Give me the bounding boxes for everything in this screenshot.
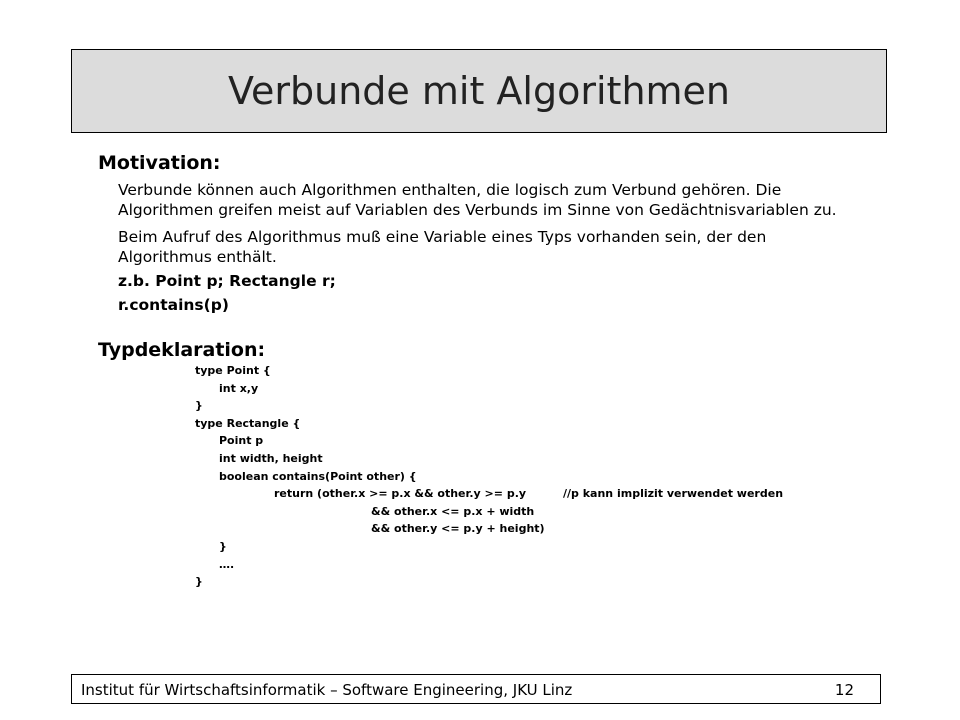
motivation-paragraph-1 [118, 180, 878, 220]
example-declaration: z.b. Point p; Rectangle r; [118, 272, 336, 290]
code-line: return (other.x >= p.x && other.y >= p.y [274, 487, 527, 500]
code-line: int x,y [219, 382, 259, 395]
motivation-paragraph-1-line-1: Verbunde können auch Algorithmen enthalten, die logisch zum Verbund gehören. Die [118, 181, 782, 199]
code-line: && other.y <= p.y + height) [371, 522, 545, 535]
example-call: r.contains(p) [118, 296, 229, 314]
code-line: Point p [219, 434, 264, 447]
motivation-paragraph-2 [118, 227, 878, 267]
code-line: && other.x <= p.x + width [371, 505, 535, 518]
code-line: } [195, 575, 203, 588]
motivation-paragraph-2-line-2: Algorithmus enthält. [118, 248, 277, 266]
title-box [71, 49, 887, 133]
code-line: int width, height [219, 452, 323, 465]
motivation-paragraph-2-line-1: Beim Aufruf des Algorithmus muß eine Variable eines Typs vorhanden sein, der den [118, 228, 767, 246]
footer-box [71, 674, 881, 704]
code-line: …. [219, 558, 235, 571]
footer-institute: Institut für Wirtschaftsinformatik – Software Engineering, JKU Linz [81, 681, 573, 699]
code-line: boolean contains(Point other) { [219, 470, 417, 483]
motivation-paragraph-1-line-2: Algorithmen greifen meist auf Variablen des Verbunds im Sinne von Gedächtnisvariablen zu. [118, 201, 837, 219]
code-line: } [219, 540, 227, 553]
code-line: type Rectangle { [195, 417, 301, 430]
motivation-heading: Motivation: [98, 152, 221, 174]
code-comment: //p kann implizit verwendet werden [563, 487, 784, 500]
code-line: type Point { [195, 364, 271, 377]
code-line: } [195, 399, 203, 412]
page-number: 12 [834, 681, 854, 699]
slide-title: Verbunde mit Algorithmen [227, 69, 731, 113]
typdeklaration-heading: Typdeklaration: [98, 339, 266, 361]
